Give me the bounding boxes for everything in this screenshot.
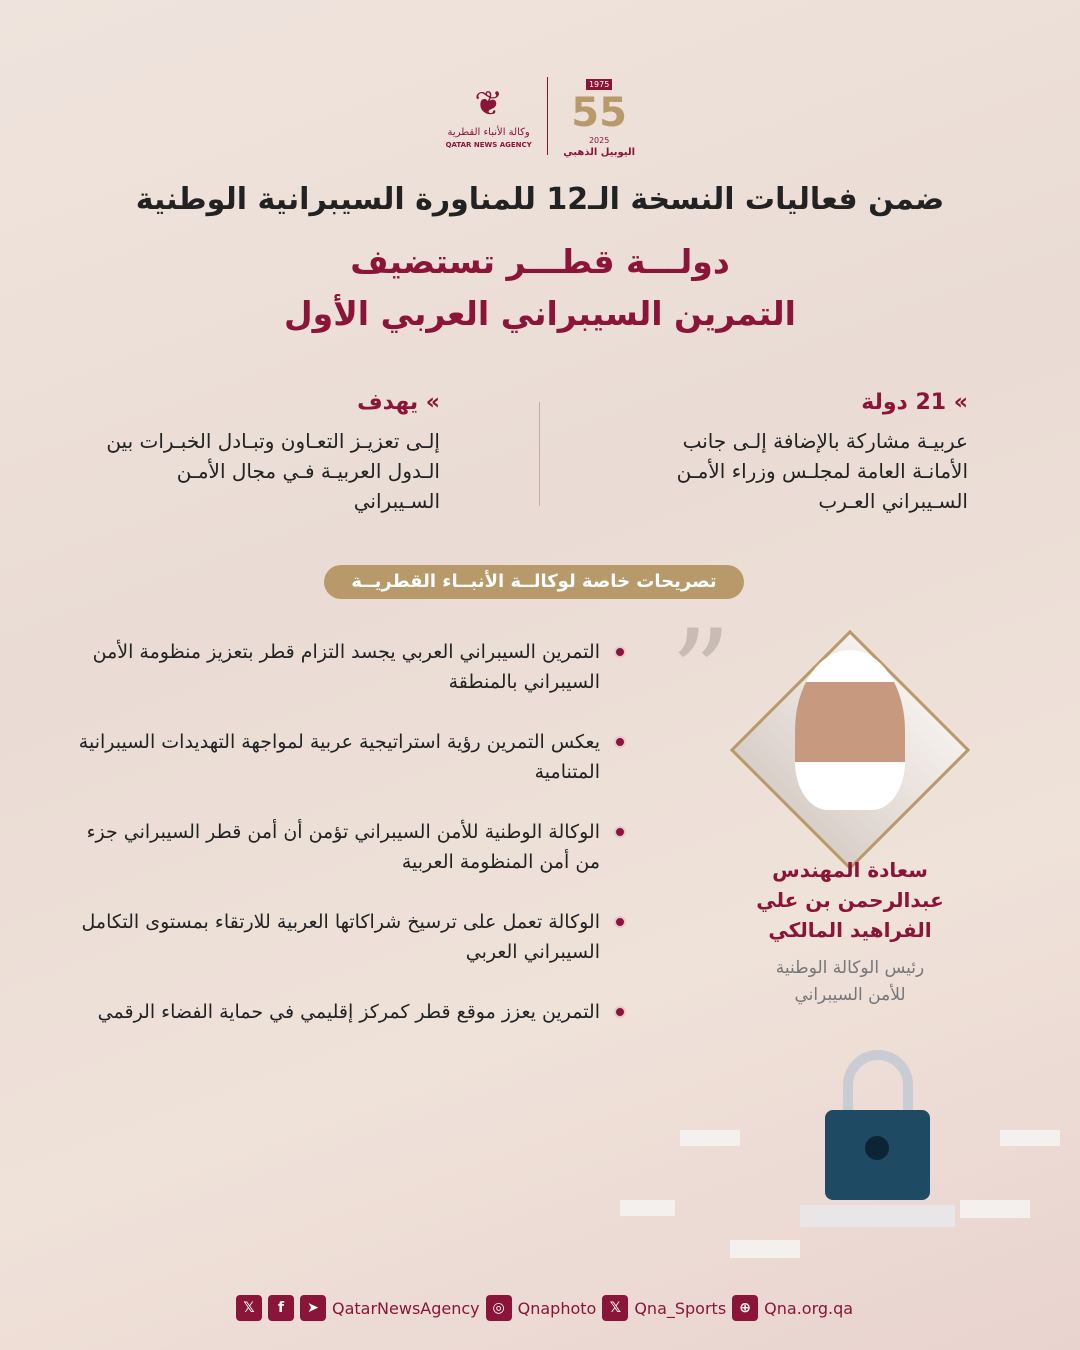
- fact-heading: » يهدف: [357, 390, 440, 415]
- keyhole-icon: [865, 1136, 889, 1160]
- bullet-icon: [614, 1006, 626, 1018]
- fact-countries: [628, 388, 968, 516]
- chip: [620, 1200, 675, 1216]
- statement-item: [66, 637, 626, 697]
- chip: [1000, 1130, 1060, 1146]
- fact-text: إلـى تعزيـز التعـاون وتبـادل الخبـرات بين الـدول العربيـة فـي مجال الأمـن السـيبراني: [106, 429, 440, 513]
- qna-emblem-icon: ❦: [474, 83, 503, 124]
- title-line-2: التمرين السيبراني العربي الأول: [284, 294, 796, 333]
- statement-text: الوكالة تعمل على ترسيخ شراكاتها العربية للارتقاء بمستوى التكامل السيبراني العربي: [81, 911, 600, 963]
- website-link[interactable]: Qna.org.qa: [764, 1298, 854, 1318]
- globe-icon[interactable]: ⊕: [732, 1295, 758, 1321]
- chip: [680, 1130, 740, 1146]
- subtitle: ضمن فعاليات النسخة الـ12 للمناورة السيبرانية الوطنية: [135, 182, 945, 217]
- qna-logo-arabic: وكالة الأنباء القطرية: [447, 126, 530, 138]
- bullet-icon: [614, 646, 626, 658]
- jubilee-number: 55: [571, 89, 627, 136]
- statement-item: [66, 997, 626, 1027]
- social-footer: [236, 1295, 853, 1321]
- logo-divider: [547, 77, 548, 155]
- statement-text: يعكس التمرين رؤية استراتيجية عربية لمواجهة التهديدات السيبرانية المتنامية: [78, 731, 600, 783]
- speaker-name-line: عبدالرحمن بن علي: [756, 888, 944, 912]
- quote-mark-icon: ”: [670, 605, 732, 744]
- column-divider: [539, 402, 540, 506]
- jubilee-year: 1975: [586, 79, 612, 90]
- title-line-1: دولـــة قطـــر تستضيف: [350, 242, 730, 281]
- fact-heading: » 21 دولة: [861, 390, 968, 415]
- statements-list: [66, 637, 626, 1027]
- lock-base: [800, 1205, 955, 1227]
- social-handle[interactable]: Qnaphoto: [517, 1298, 597, 1318]
- fact-text: عربيـة مشاركة بالإضافة إلـى جانب الأمانـة العامة لمجلـس وزراء الأمـن السـيبراني العـرب: [676, 429, 968, 513]
- chip: [960, 1200, 1030, 1218]
- statement-item: [66, 907, 626, 967]
- speaker-name-line: الفراهيد المالكي: [768, 918, 932, 942]
- facebook-icon[interactable]: f: [268, 1295, 294, 1321]
- section-label: تصريحات خاصة لوكالــة الأنبــاء القطريــة: [324, 565, 744, 599]
- jubilee-logo: [558, 72, 640, 160]
- bullet-icon: [614, 916, 626, 928]
- speaker-role: [700, 955, 1000, 1009]
- x-icon[interactable]: 𝕏: [602, 1295, 628, 1321]
- jubilee-arabic: اليوبيل الذهبي: [563, 146, 636, 158]
- fact-goal: [100, 388, 440, 516]
- statement-text: التمرين السيبراني العربي يجسد التزام قطر بتعزيز منظومة الأمن السيبراني بالمنطقة: [92, 641, 600, 693]
- social-handle[interactable]: QatarNewsAgency: [332, 1298, 480, 1318]
- bullet-icon: [614, 826, 626, 838]
- page-title: [0, 236, 1080, 340]
- speaker-name-line: سعادة المهندس: [772, 858, 928, 882]
- speaker-role-line: للأمن السيبراني: [794, 985, 906, 1005]
- logo-group: [440, 68, 640, 163]
- jubilee-sub: 2025: [588, 135, 610, 145]
- instagram-icon[interactable]: ◎: [486, 1295, 512, 1321]
- social-handle[interactable]: Qna_Sports: [634, 1298, 727, 1318]
- chip: [730, 1240, 800, 1258]
- speaker-name: [700, 855, 1000, 945]
- cyber-lock-illustration: [580, 1040, 1080, 1290]
- qna-logo: [440, 82, 537, 150]
- statement-text: التمرين يعزز موقع قطر كمركز إقليمي في حماية الفضاء الرقمي: [97, 1001, 600, 1023]
- statement-item: [66, 817, 626, 877]
- statement-text: الوكالة الوطنية للأمن السيبراني تؤمن أن أمن قطر السيبراني جزء من أمن المنظومة العربية: [86, 821, 600, 873]
- statement-item: [66, 727, 626, 787]
- bullet-icon: [614, 736, 626, 748]
- speaker-info: [700, 855, 1000, 1009]
- speaker-photo: [795, 650, 905, 810]
- qna-logo-english: QATAR NEWS AGENCY: [445, 140, 532, 149]
- telegram-icon[interactable]: ➤: [300, 1295, 326, 1321]
- lock-shackle-icon: [848, 1055, 908, 1110]
- speaker-role-line: رئيس الوكالة الوطنية: [775, 958, 925, 978]
- x-icon[interactable]: 𝕏: [236, 1295, 262, 1321]
